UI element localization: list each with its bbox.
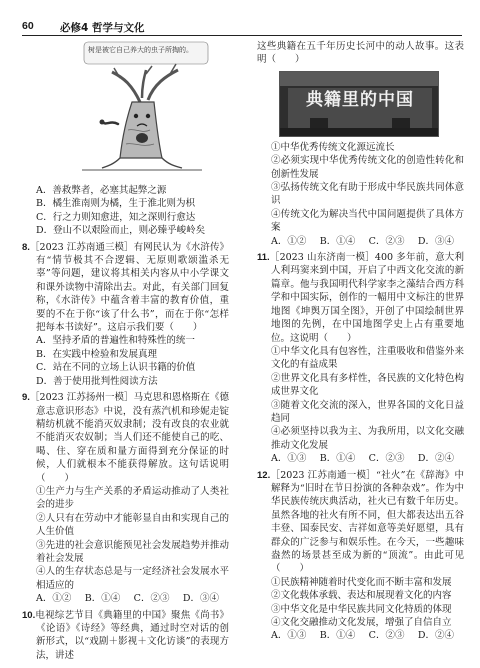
q12-option-d[interactable]: D．②④: [417, 630, 454, 642]
q10-option-d[interactable]: D．③④: [417, 235, 454, 247]
q7-option-a[interactable]: A．善救弊者，必塞其起弊之源: [36, 185, 167, 196]
q7-option-b[interactable]: B．橘生淮南则为橘，生于淮北则为枳: [36, 198, 195, 210]
right-column: [257, 40, 464, 643]
page-header: [22, 20, 462, 34]
q9-number: 9.: [22, 392, 30, 404]
cartoon-caption: 树是被它自己养大的虫子所掏的。: [88, 46, 193, 54]
q11-option-d[interactable]: D．②④: [417, 453, 454, 465]
book-title: 必修4 哲学与文化: [60, 22, 145, 34]
q10-statement-2: ②必须实现中华优秀传统文化的创造性转化和创新性发展: [271, 155, 464, 180]
question-8: [22, 241, 229, 335]
q12-option-b[interactable]: B．①④: [319, 630, 356, 642]
q10-option-c[interactable]: C．②③: [368, 235, 405, 247]
header-rule: [22, 35, 462, 36]
q11-option-b[interactable]: B．①④: [319, 453, 356, 465]
q11-stem: ［2023 山东济南一模］400 多年前，意大利人利玛窦来到中国，开启了中西文化交流的新篇章。他与我国明代科学家李之藻结合西方科学和中国实际，创作的一幅用中文标注的世界地图《坤舆万国全图》，开创了中国绘制世界地图的先例，在中国地图学史上占有重要地位。这说明（ ）: [269, 252, 464, 344]
question-10: [22, 609, 229, 663]
q8-option-a[interactable]: A．坚持矛盾的普遍性和特殊性的统一: [36, 335, 195, 347]
q9-statement-4: ④人的生存状态总是与一定经济社会发展水平相适应的: [36, 566, 229, 591]
q9-option-d[interactable]: D．③④: [182, 593, 219, 605]
q7-option-c[interactable]: C．行之力则知愈进，知之深则行愈达: [36, 211, 196, 223]
q12-stem: ［2023 江苏南通一模］“社火”在《辞海》中解释为“旧时在节日扮演的各种杂戏”。作为中华民族传统庆典活动，社火已有数千年历史。虽然各地的社火有所不同，但大都表达出五谷丰登、国泰民安、吉祥如意等美好愿望，具有群众的广泛参与和娱乐性。在今天，一些趣味盎然的场景甚至成为新的“顶流”。由此可见（ ）: [270, 469, 464, 575]
q11-options: [257, 452, 464, 465]
q11-statement-3: ③随着文化交流的深入，世界各国的文化日益趋同: [271, 399, 464, 424]
q12-options: [257, 629, 464, 642]
tree-cartoon: [62, 40, 212, 180]
left-column: [22, 40, 229, 662]
q11-statement-1: ①中华文化具有包容性，注重吸收和借鉴外来文化的有益成果: [271, 345, 464, 371]
q9-option-a[interactable]: A．①②: [36, 593, 72, 605]
tree-cartoon-illustration: [62, 40, 212, 180]
q8-option-c[interactable]: C．站在不同的立场上认识书籍的价值: [36, 362, 196, 374]
q9-statement-3: ③先进的社会意识能预见社会发展趋势并推动着社会发展: [36, 539, 229, 564]
q9-option-c[interactable]: C．②③: [133, 593, 170, 605]
q9-statement-1: ①生产力与生产关系的矛盾运动推动了人类社会的进步: [36, 485, 229, 511]
q12-number: 12.: [257, 469, 271, 481]
q11-option-c[interactable]: C．②③: [368, 453, 405, 465]
q10-option-b[interactable]: B．①④: [319, 235, 356, 247]
q8-number: 8.: [22, 241, 30, 253]
q8-option-b[interactable]: B．在实践中检验和发展真理: [36, 348, 157, 360]
q10-number: 10.: [22, 609, 36, 621]
q12-statement-2: ②文化载体承载、表达和展现着文化的内容: [271, 590, 452, 602]
q8-option-d[interactable]: D．善于使用批判性阅读方法: [36, 375, 158, 387]
q10-stem: 电视综艺节目《典籍里的中国》聚焦《尚书》《论语》《诗经》等经典，通过时空对话的创新形式，以“戏剧＋影视＋文化访谈”的表现方法，讲述: [35, 609, 229, 661]
question-9: [22, 391, 229, 485]
q12-statement-1: ①民族精神随着时代变化而不断丰富和发展: [271, 576, 452, 588]
q9-options: [22, 592, 229, 605]
q12-option-c[interactable]: C．②③: [368, 630, 405, 642]
q10-statement-4: ④传统文化为解决当代中国问题提供了具体方案: [271, 208, 464, 234]
q10-statement-3: ③弘扬传统文化有助于形成中华民族共同体意识: [271, 182, 464, 207]
q11-statement-4: ④必须坚持以我为主、为我所用，以文化交融推动文化发展: [271, 426, 464, 451]
q11-option-a[interactable]: A．①③: [271, 453, 307, 465]
tv-show-photo-title: 典籍里的中国: [306, 89, 414, 110]
q11-number: 11.: [257, 252, 270, 264]
question-11: [257, 251, 464, 345]
tv-show-photo: [279, 71, 439, 137]
q9-statement-2: ②人只有在劳动中才能彰显自由和实现自己的人生价值: [36, 512, 229, 538]
question-12: [257, 469, 464, 576]
q10-stem-continued: 这些典籍在五千年历史长河中的动人故事。这表明（ ）: [257, 41, 464, 66]
q9-option-b[interactable]: B．①④: [84, 593, 121, 605]
q7-option-d[interactable]: D．登山不以艰险而止，则必臻乎峻岭矣: [36, 225, 206, 237]
q12-statement-3: ③中华文化是中华民族共同文化特质的体现: [271, 603, 452, 615]
page-number: 60: [22, 20, 34, 32]
q10-statement-1: ①中华优秀传统文化源远流长: [271, 141, 395, 153]
q11-statement-2: ②世界文化具有多样性，各民族的文化特色构成世界文化: [271, 372, 464, 398]
q8-stem: ［2023 江苏南通三模］有网民认为《水浒传》有“情节极其不合逻辑、无原则歌颂滥杀无辜”等问题，建议将其相关内容从中小学课文和课外读物中清除出去。对此，有关部门回复称，《水浒传》中蕴含着丰富的教育价值，重要的不在于你“该了什么书”，而在于你“怎样把每本书读好”。这启示我们要（ ）: [29, 241, 229, 334]
q12-option-a[interactable]: A．①③: [271, 630, 307, 642]
q10-options: [257, 235, 464, 248]
q10-option-a[interactable]: A．①②: [271, 235, 307, 247]
q9-stem: ［2023 江苏扬州一模］马克思和恩格斯在《德意志意识形态》中说，没有蒸汽机和珍妮走锭精纺机就不能消灭奴隶制；没有改良的农业就不能消灭农奴制；当人们还不能使自己的吃、喝、住、穿在质和量方面得到充分保证的时候，人们就根本不能获得解放。这句话说明（ ）: [29, 392, 229, 484]
q12-statement-4: ④文化交融推动文化发展，增强了自信自立: [271, 617, 452, 629]
